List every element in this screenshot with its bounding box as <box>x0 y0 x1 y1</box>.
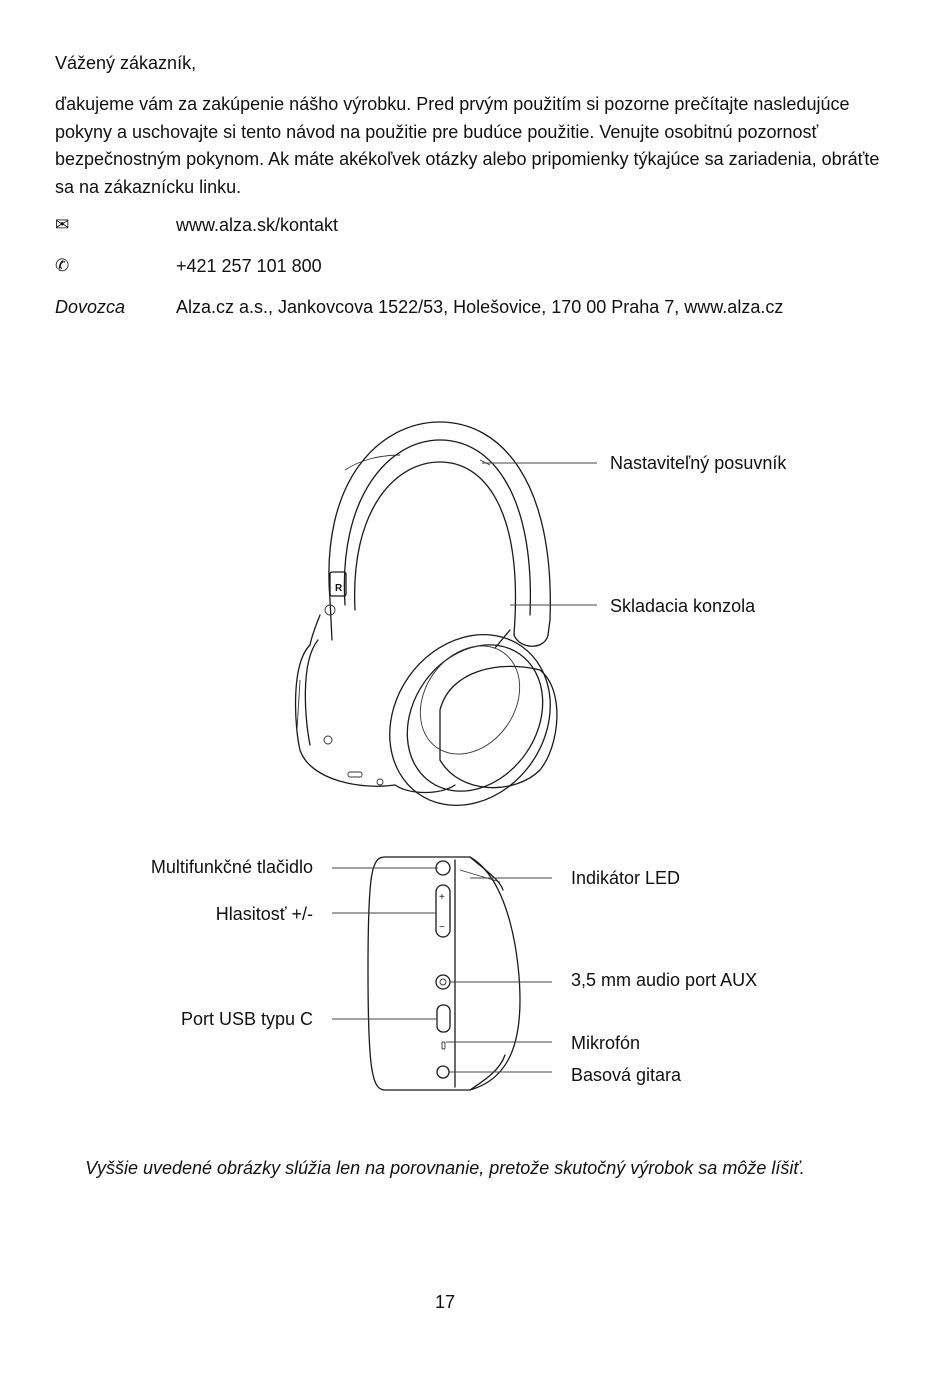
importer-address: Alza.cz a.s., Jankovcova 1522/53, Holešovice, 170 00 Praha 7, www.alza.cz <box>176 297 784 317</box>
fold-marker: R <box>335 583 343 594</box>
importer-label: Dovozca <box>55 297 126 317</box>
contact-phone[interactable]: +421 257 101 800 <box>176 256 322 276</box>
contact-email[interactable]: www.alza.sk/kontakt <box>176 215 339 235</box>
importer-row <box>55 295 895 319</box>
volume-minus: − <box>439 922 445 933</box>
earcup-illustration <box>368 857 520 1090</box>
greeting: Vážený zákazník, <box>55 53 197 73</box>
contact-email-row <box>55 213 895 237</box>
label-slider: Nastaviteľný posuvník <box>610 453 787 473</box>
headphones-illustration <box>296 422 584 837</box>
label-usb: Port USB typu C <box>180 1009 313 1029</box>
contact-phone-row <box>55 254 895 278</box>
label-volume: Hlasitosť +/- <box>215 904 313 924</box>
disclaimer-note: Vyššie uvedené obrázky slúžia len na porovnanie, pretože skutočný výrobok sa môže líšiť. <box>85 1158 805 1178</box>
label-led: Indikátor LED <box>571 868 681 888</box>
label-aux: 3,5 mm audio port AUX <box>571 970 758 990</box>
page-number: 17 <box>434 1292 456 1312</box>
envelope-icon: ✉ <box>55 215 70 235</box>
label-bass: Basová gitara <box>571 1065 682 1085</box>
volume-plus: + <box>439 892 445 903</box>
intro-paragraph: ďakujeme vám za zakúpenie nášho výrobku. Pred prvým použitím si pozorne prečítajte nasledujúce pokyny a uschovajte si tento návod na použitie pre budúce použitie. Venujte osobitnú pozornosť bezpečnostným pokynom. Ak máte akékoľvek otázky alebo pripomienky týkajúce sa zariadenia, obráťte sa na zákaznícku linku. <box>55 94 880 197</box>
label-mic: Mikrofón <box>571 1033 641 1053</box>
label-multifunction: Multifunkčné tlačidlo <box>150 857 313 877</box>
phone-icon: ✆ <box>55 256 70 276</box>
label-folding: Skladacia konzola <box>610 596 756 616</box>
